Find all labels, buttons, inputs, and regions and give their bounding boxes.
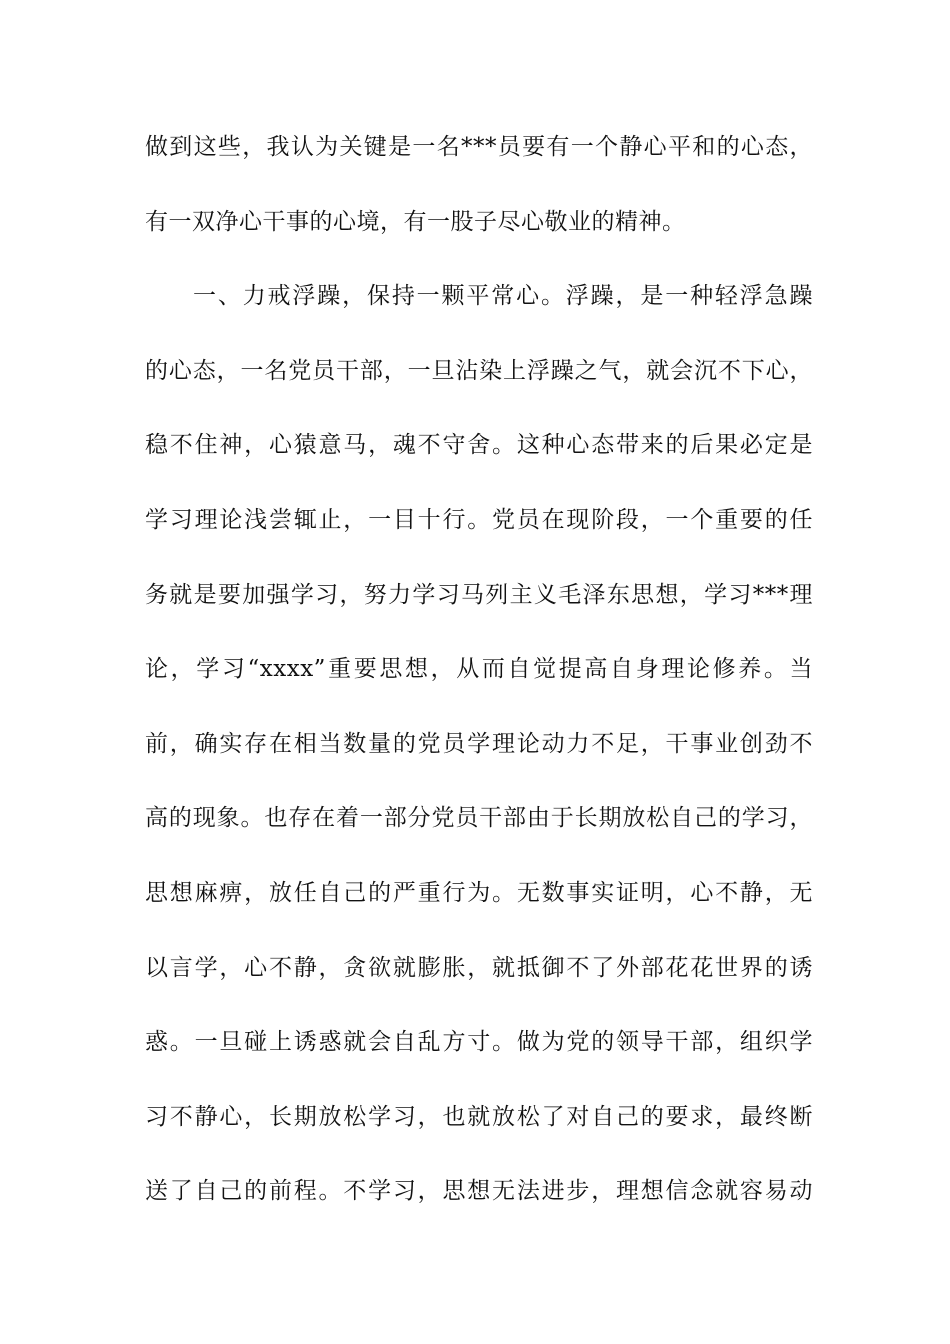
- text-line: 思想麻痹，放任自己的严重行为。无数事实证明，心不静，无: [145, 879, 813, 906]
- text-line: 高的现象。也存在着一部分党员干部由于长期放松自己的学习，: [145, 805, 813, 832]
- text-line: 的心态，一名党员干部，一旦沾染上浮躁之气，就会沉不下心，: [145, 357, 813, 384]
- text-line: 前，确实存在相当数量的党员学理论动力不足，干事业创劲不: [145, 730, 813, 757]
- text-line: 务就是要加强学习，努力学习马列主义毛泽东思想，学习***理: [145, 581, 813, 608]
- text-line: 学习理论浅尝辄止，一目十行。党员在现阶段，一个重要的任: [145, 506, 813, 533]
- text-line: 送了自己的前程。不学习，思想无法进步，理想信念就容易动: [145, 1178, 813, 1205]
- text-line: 稳不住神，心猿意马，魂不守舍。这种心态带来的后果必定是: [145, 432, 813, 459]
- text-line: 论，学习“xxxx”重要思想，从而自觉提高自身理论修养。当: [145, 656, 813, 683]
- text-line: 有一双净心干事的心境，有一股子尽心敬业的精神。: [145, 208, 686, 235]
- text-line: 以言学，心不静，贪欲就膨胀，就抵御不了外部花花世界的诱: [145, 954, 813, 981]
- text-line: 做到这些，我认为关键是一名***员要有一个静心平和的心态，: [145, 134, 813, 160]
- text-line: 习不静心，长期放松学习，也就放松了对自己的要求，最终断: [145, 1103, 813, 1130]
- text-line: 惑。一旦碰上诱惑就会自乱方寸。做为党的领导干部，组织学: [145, 1029, 813, 1056]
- paragraph-heading-line: 一、力戒浮躁，保持一颗平常心。浮躁，是一种轻浮急躁: [193, 283, 813, 310]
- document-body: [145, 126, 813, 1245]
